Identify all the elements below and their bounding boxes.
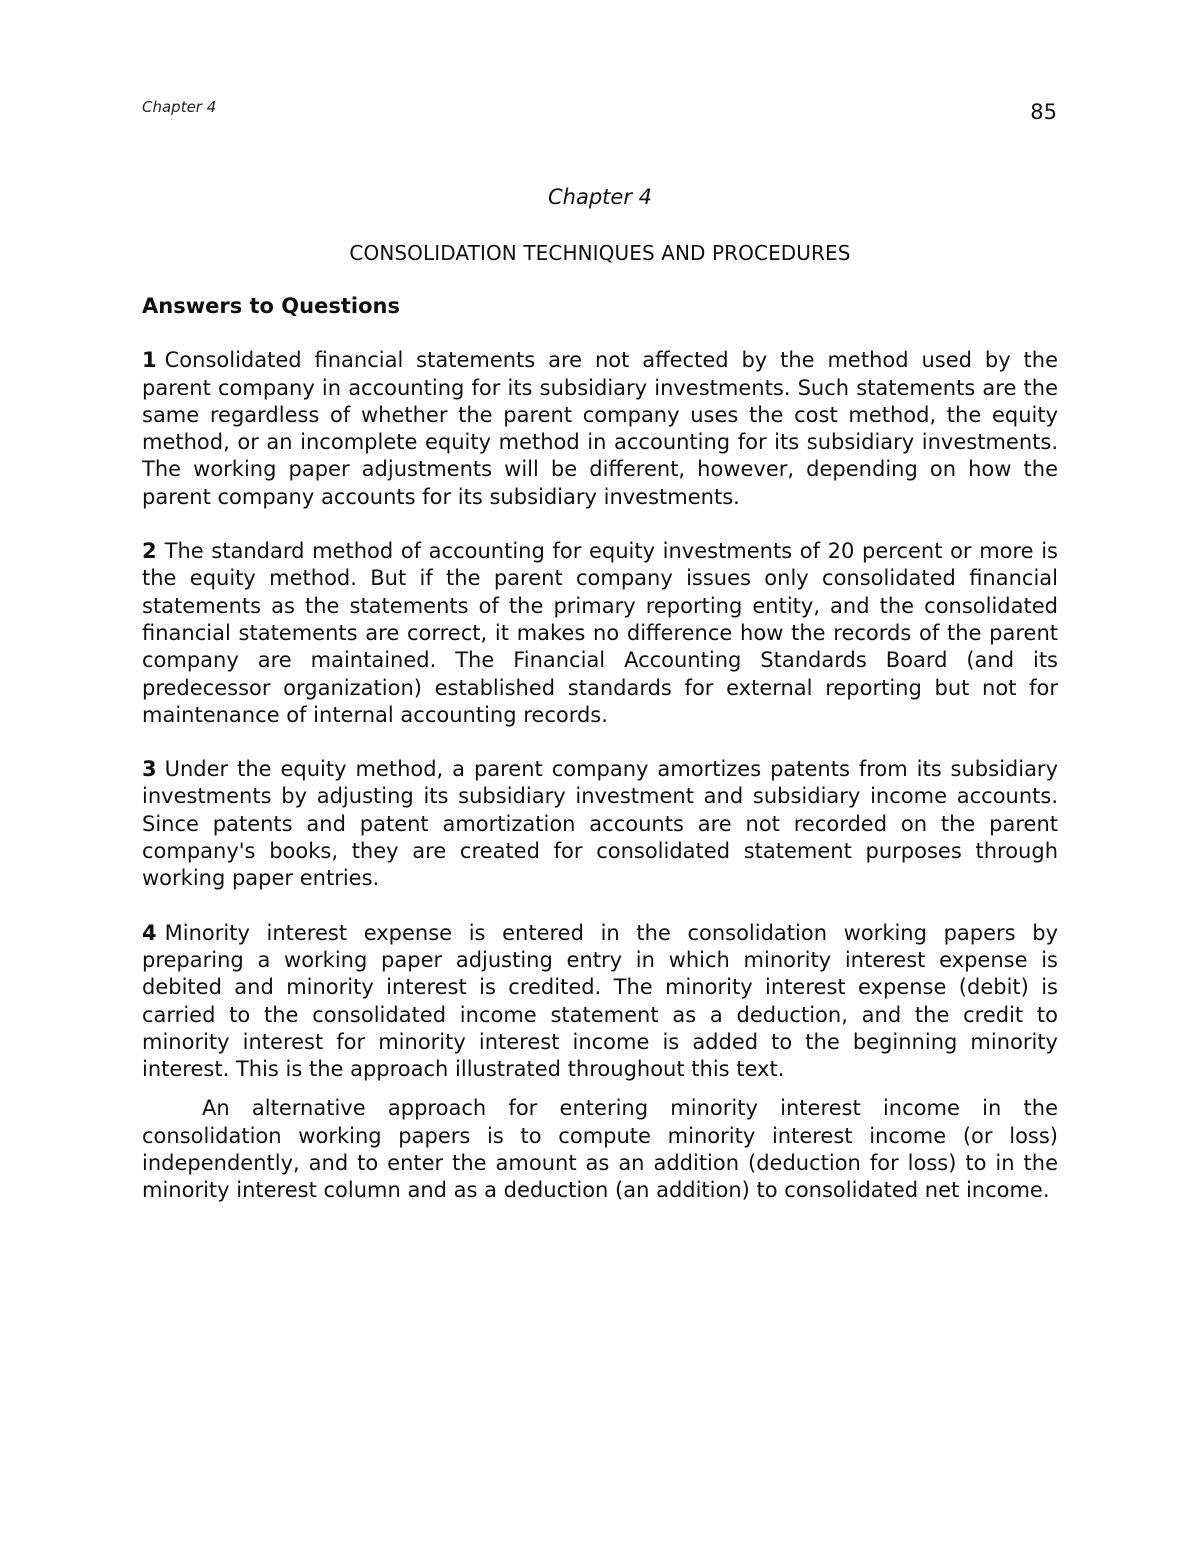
page-number: 85 bbox=[1030, 100, 1057, 124]
answer-number: 2 bbox=[142, 539, 157, 564]
answer-number: 3 bbox=[142, 757, 157, 782]
answer-number: 4 bbox=[142, 920, 157, 945]
answer-text: Consolidated financial statements are not affected by the method used by the parent company in accounting for its subsidiary investments. Such statements are the same regardless of whether the parent company uses the cost method, the equity method, or an incomplete equity method in accounting for its subsidiary investments. The working paper adjustments will be different, however, depending on how the parent company accounts for its subsidiary investments. bbox=[142, 348, 1058, 509]
answer-number: 1 bbox=[142, 348, 157, 373]
content-body bbox=[142, 293, 1058, 1205]
answer-4-block bbox=[142, 920, 1058, 1205]
answer-2 bbox=[142, 538, 1058, 729]
answer-text: Under the equity method, a parent company amortizes patents from its subsidiary investments by adjusting its subsidiary investment and subsidiary income accounts. Since patents and patent amortization accounts are not recorded on the parent company's books, they are created for consolidated statement purposes through working paper entries. bbox=[142, 757, 1058, 891]
answer-1 bbox=[142, 347, 1058, 511]
answer-text: Minority interest expense is entered in the consolidation working papers by preparing a working paper adjusting entry in which minority interest expense is debited and minority interest is credited. The minority interest expense (debit) is carried to the consolidated income statement as a deduction, and the credit to minority interest for minority interest income is added to the beginning minority interest. This is the approach illustrated throughout this text. bbox=[142, 920, 1058, 1082]
running-head: Chapter 4 bbox=[142, 98, 217, 116]
document-title: CONSOLIDATION TECHNIQUES AND PROCEDURES bbox=[349, 241, 851, 265]
answer-3 bbox=[142, 756, 1058, 892]
answer-4 bbox=[142, 920, 1058, 1084]
answer-4-followup: An alternative approach for entering minority interest income in the consolidation working papers is to compute minority interest income (or loss) independently, and to enter the amount as an addition (deduction for loss) to in the minority interest column and as a deduction (an addition) to consolidated net income. bbox=[142, 1096, 1058, 1203]
section-heading: Answers to Questions bbox=[142, 294, 400, 318]
chapter-title: Chapter 4 bbox=[548, 185, 652, 209]
answer-text: The standard method of accounting for equity investments of 20 percent or more is the equity method. But if the parent company issues only consolidated financial statements as the statements of the primary reporting entity, and the consolidated financial statements are correct, it makes no difference how the records of the parent company are maintained. The Financial Accounting Standards Board (and its predecessor organization) established standards for external reporting but not for maintenance of internal accounting records. bbox=[142, 539, 1058, 727]
